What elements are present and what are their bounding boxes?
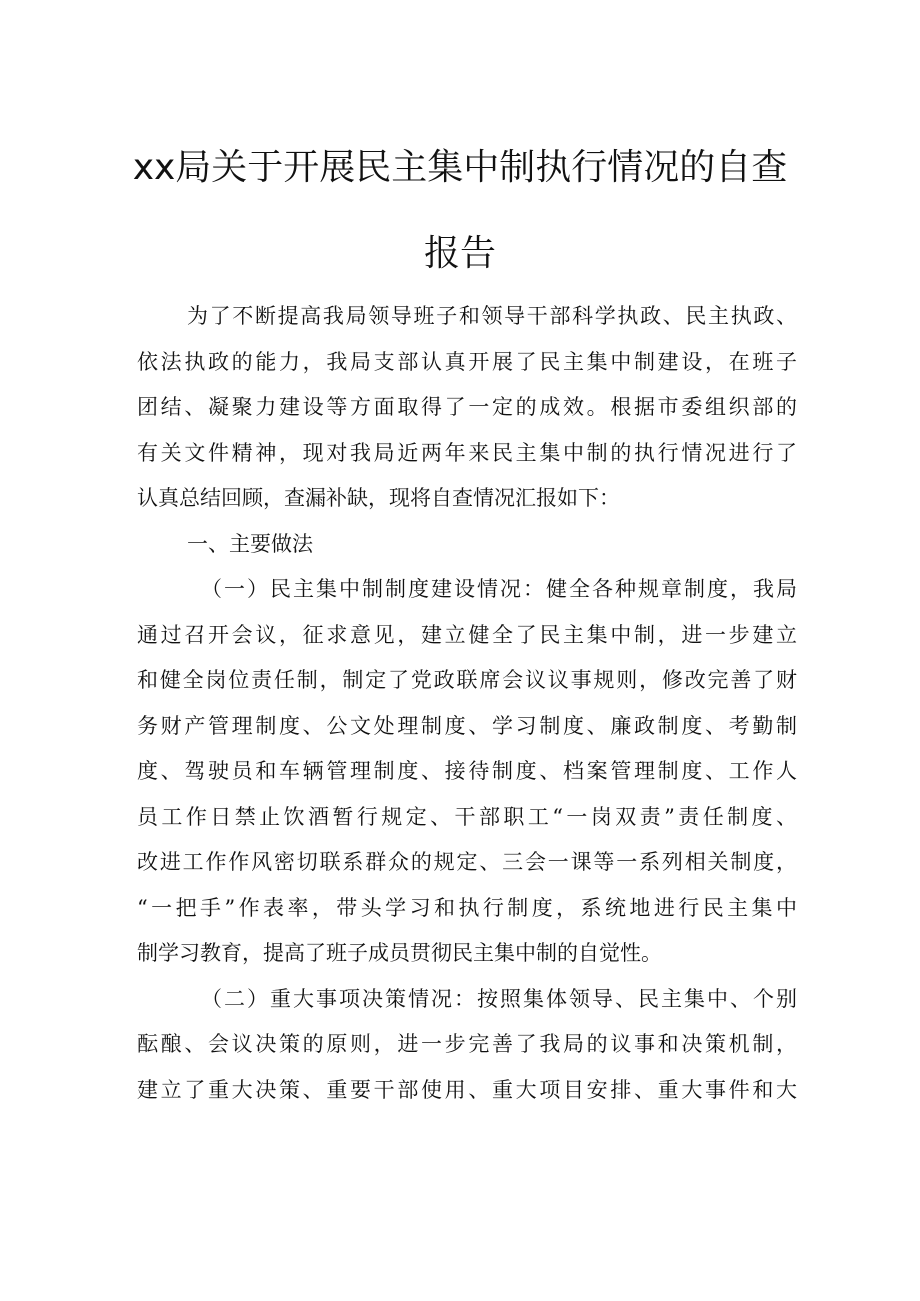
paragraph-3-line-1: （二）重大事项决策情况：按照集体领导、民主集中、个别 [201, 986, 797, 1011]
paragraph-1-line-4: 有关文件精神，现对我局近两年来民主集中制的执行情况进行了 [137, 440, 797, 465]
paragraph-2-line-5: 度、驾驶员和车辆管理制度、接待制度、档案管理制度、工作人 [137, 759, 797, 783]
document-body [137, 294, 797, 1113]
paragraph-2-line-4: 务财产管理制度、公文处理制度、学习制度、廉政制度、考勤制 [137, 713, 797, 738]
paragraph-1-line-5: 认真总结回顾，查漏补缺，现将自查情况汇报如下： [137, 486, 620, 510]
paragraph-1-line-3: 团结、凝聚力建设等方面取得了一定的成效。根据市委组织部的 [137, 395, 797, 419]
paragraph-3-line-2: 酝酿、会议决策的原则，进一步完善了我局的议事和决策机制， [137, 1032, 797, 1056]
paragraph-2-line-2: 通过召开会议，征求意见，建立健全了民主集中制，进一步建立 [137, 622, 797, 647]
paragraph-2-line-3: 和健全岗位责任制，制定了党政联席会议议事规则，修改完善了财 [137, 668, 797, 692]
paragraph-1-line-2: 依法执政的能力，我局支部认真开展了民主集中制建设，在班子 [137, 349, 797, 374]
paragraph-1-line-1: 为了不断提高我局领导班子和领导干部科学执政、民主执政、 [187, 304, 797, 328]
paragraph-2-line-6: 员工作日禁止饮酒暂行规定、干部职工“一岗双责”责任制度、 [137, 804, 797, 829]
document-title-line-2: 报告 [423, 233, 496, 274]
section-heading-1: 一、主要做法 [187, 531, 313, 556]
document-title-line-1: xx局关于开展民主集中制执行情况的自查 [132, 147, 788, 188]
paragraph-2-line-1: （一）民主集中制制度建设情况：健全各种规章制度，我局 [201, 577, 797, 601]
paragraph-2-line-9: 制学习教育，提高了班子成员贯彻民主集中制的自觉性。 [137, 941, 662, 965]
paragraph-2-line-8: “一把手”作表率，带头学习和执行制度，系统地进行民主集中 [137, 895, 797, 920]
paragraph-3-line-3: 建立了重大决策、重要干部使用、重大项目安排、重大事件和大 [137, 1077, 797, 1102]
paragraph-2-line-7: 改进工作作风密切联系群众的规定、三会一课等一系列相关制度， [137, 850, 797, 874]
